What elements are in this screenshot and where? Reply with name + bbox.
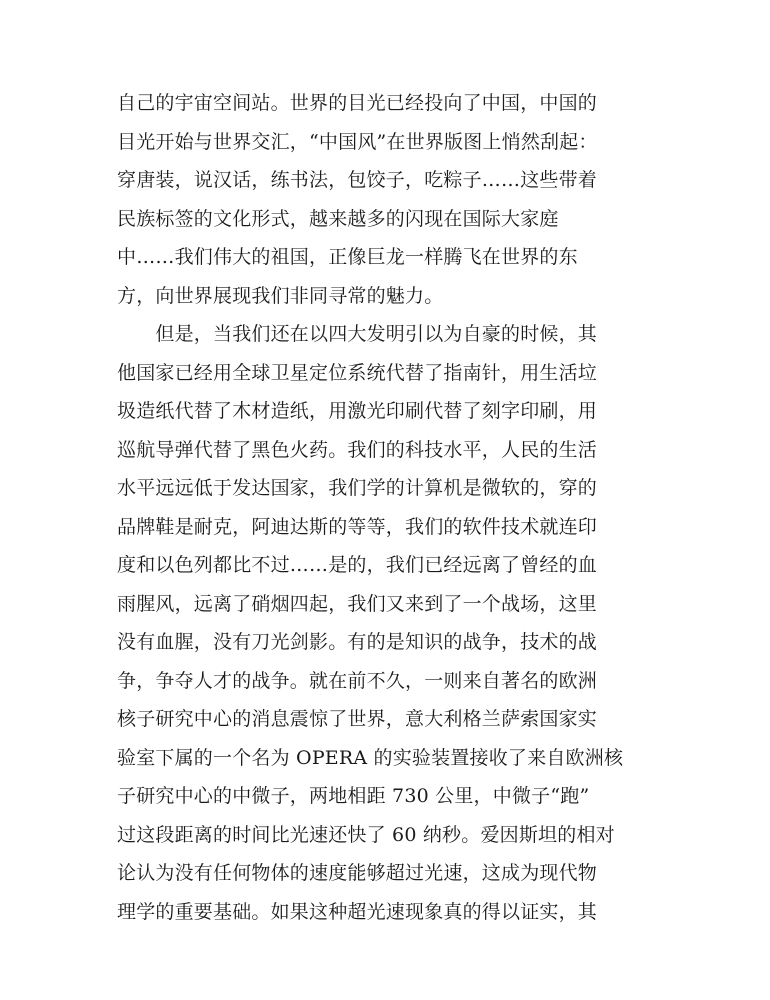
text-line: 度和以色列都比不过……是的，我们已经远离了曾经的血: [117, 554, 598, 576]
text-line: 目光开始与世界交汇，“中国风”在世界版图上悄然刮起：: [117, 130, 598, 153]
text-line: 验室下属的一个名为 OPERA 的实验装置接收了来自欧洲核: [117, 746, 624, 769]
text-line: 论认为没有任何物体的速度能够超过光速，这成为现代物: [117, 862, 598, 884]
text-line: 圾造纸代替了木材造纸，用激光印刷代替了刻字印刷，用: [117, 400, 598, 422]
text-line: 穿唐装，说汉话，练书法，包饺子，吃粽子……这些带着: [117, 169, 598, 191]
text-line: 核子研究中心的消息震惊了世界，意大利格兰萨索国家实: [117, 708, 598, 730]
text-line: 中……我们伟大的祖国，正像巨龙一样腾飞在世界的东: [117, 246, 578, 268]
text-line: 民族标签的文化形式，越来越多的闪现在国际大家庭: [117, 207, 559, 230]
text-line: 自己的宇宙空间站。世界的目光已经投向了中国，中国的: [117, 92, 598, 114]
document-body: [117, 84, 657, 931]
text-line: 巡航导弹代替了黑色火药。我们的科技水平，人民的生活: [117, 438, 598, 461]
text-line: 水平远远低于发达国家，我们学的计算机是微软的，穿的: [117, 477, 598, 499]
text-line: 没有血腥，没有刀光剑影。有的是知识的战争，技术的战: [117, 631, 598, 653]
text-line: 争，争夺人才的战争。就在前不久，一则来自著名的欧洲: [117, 669, 598, 692]
text-line: 品牌鞋是耐克，阿迪达斯的等等，我们的软件技术就连印: [117, 515, 598, 538]
text-line: 过这段距离的时间比光速还快了 60 纳秒。爱因斯坦的相对: [117, 823, 615, 846]
text-line: 子研究中心的中微子，两地相距 730 公里，中微子“跑”: [117, 785, 590, 807]
text-line: 但是，当我们还在以四大发明引以为自豪的时候，其: [117, 323, 598, 345]
text-line: 雨腥风，远离了硝烟四起，我们又来到了一个战场，这里: [117, 592, 598, 615]
text-line: 他国家已经用全球卫星定位系统代替了指南针，用生活垃: [117, 361, 598, 384]
text-line: 理学的重要基础。如果这种超光速现象真的得以证实，其: [117, 900, 598, 923]
text-line: 方，向世界展现我们非同寻常的魅力。: [117, 284, 444, 307]
